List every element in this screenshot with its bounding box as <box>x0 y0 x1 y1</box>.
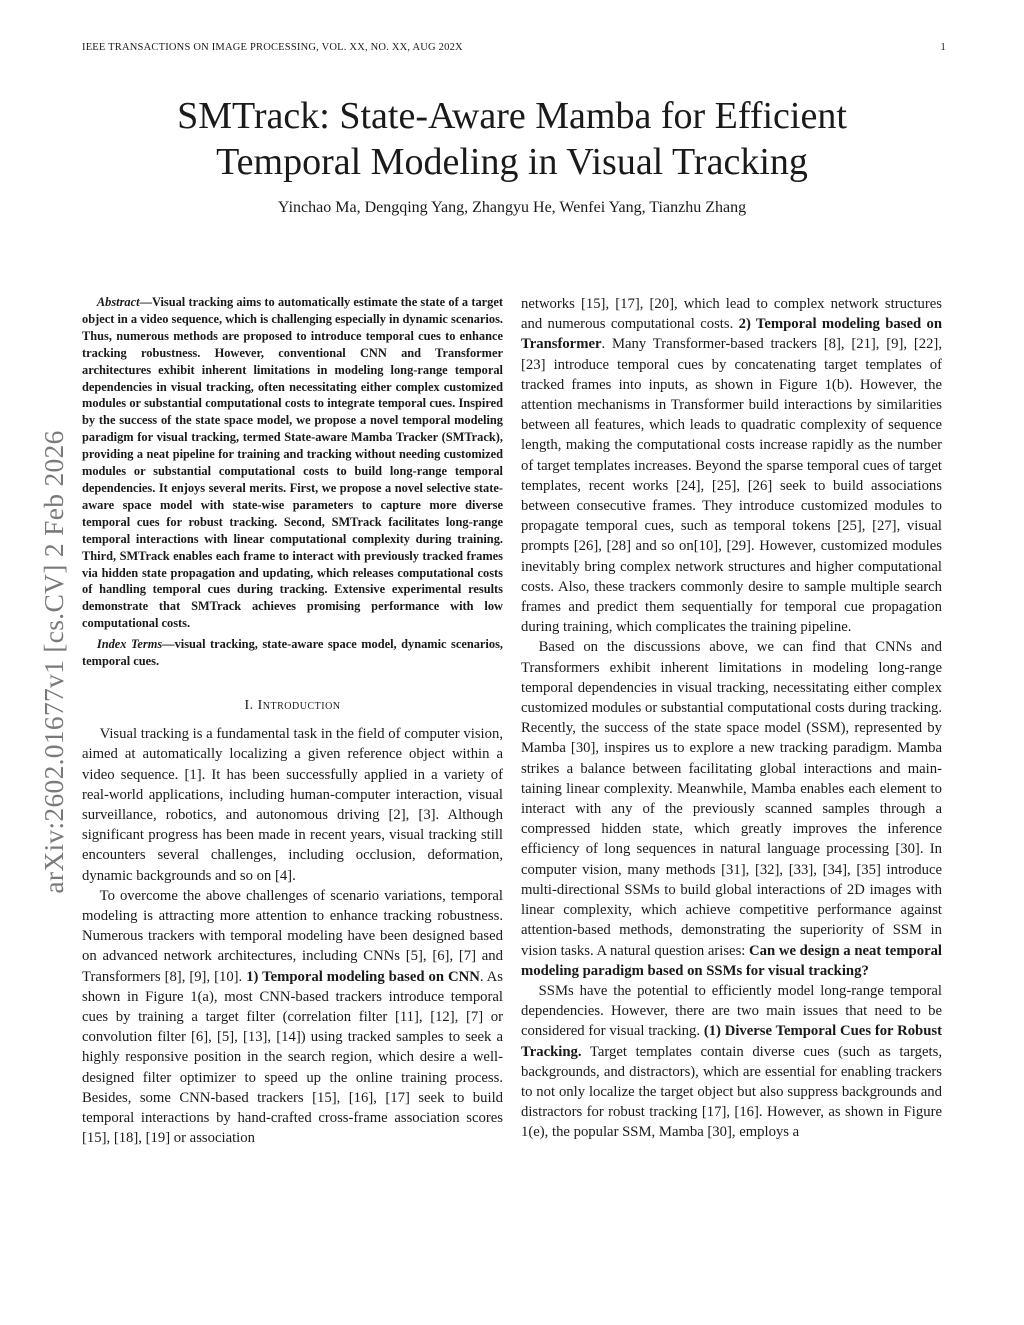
abstract-text: Visual tracking aims to automatically estimate the state of a target object in a video sequence, which is challenging especially in dynamic scenarios. Thus, numerous methods are proposed to introduce temporal cues to enhance tracking robustness. However, conventional CNN and Transformer architectures exhibit inherent limitations in modeling long-range temporal dependencies in visual tracking, often necessitating either complex customized modules or substantial computational costs to integrate temporal cues. Inspired by the success of the state space model, we propose a novel temporal modeling paradigm for visual tracking, termed State-aware Mamba Tracker (SMTrack), providing a neat pipeline for training and tracking without needing customized modules or substantial computational costs to build long-range temporal dependencies. It enjoys several merits. First, we propose a novel selective state-aware space model with state-wise parameters to capture more diverse temporal cues for robust tracking. Second, SMTrack facilitates long-range temporal interactions with linear computational complexity during training. Third, SMTrack enables each frame to interact with previously tracked frames via hidden state propagation and updating, which releases computational costs of handling temporal cues during tracking. Extensive experimental results demonstrate that SMTrack achieves promising performance with low computational costs. <box>82 295 503 631</box>
intro-paragraph-2 <box>82 886 503 1149</box>
diverse-temporal-cues-heading: (1) Diverse Temporal Cues for Robust Tracking. <box>521 1023 943 1060</box>
continued-text-rest: . Many Transformer-based trackers [8], [21], [9], [22], [23] introduce temporal cues by concatenating target templates of tracked frames into inputs, as shown in Figure 1(b). However, the attention mechanisms in Transformer build interactions by similarities between all features, which leads to quadratic complexity of sequence length, making the computational costs increase rapidly as the number of target templates increases. Beyond the sparse temporal cues of target templates, recent works [24], [25], [26] seek to build associations between consecutive frames. They introduce customized modules to propagate temporal cues, such as temporal tokens [25], [27], visual prompts [26], [28] and so on[10], [29]. However, customized modules inevitably bring complex network structures and higher computational costs. Also, these trackers commonly desire to sample multiple search frames and predict them sequentially for temporal cue propagation during training, which complicates the training pipeline. <box>521 336 942 636</box>
research-question: Can we design a neat temporal modeling paradigm based on SSMs for visual tracking? <box>521 942 943 979</box>
transformer-temporal-heading: 2) Temporal modeling based on Transformer <box>521 316 943 353</box>
page-number: 1 <box>940 42 946 53</box>
index-terms-text: visual tracking, state-aware space model, dynamic scenarios, temporal cues. <box>82 637 503 669</box>
intro-paragraph-3 <box>521 637 942 980</box>
abstract-dash: — <box>139 295 152 309</box>
continued-text-start: networks [15], [17], [20], which lead to complex network structures and numerous computational costs. <box>521 296 942 333</box>
left-column <box>82 294 503 1148</box>
index-terms <box>82 636 503 670</box>
intro-paragraph-2-rest: . As shown in Figure 1(a), most CNN-based trackers introduce temporal cues by training a target filter (correlation filter [11], [12], [7] or convolution filter [6], [5], [13], [14]) using tracked samples to seek a highly responsive position in the search region, which desire a well-designed filter optimizer to speed up the online training process. Besides, some CNN-based trackers [15], [16], [17] seek to build temporal interactions by hand-crafted cross-frame association scores [15], [18], [19] or association <box>82 968 503 1147</box>
index-terms-label: Index Terms <box>96 637 163 652</box>
section-name: Introduction <box>257 697 341 713</box>
section-heading-introduction <box>82 696 503 716</box>
arxiv-stamp: arXiv:2602.01677v1 [cs.CV] 2 Feb 2026 <box>38 430 69 894</box>
intro-paragraph-2-start: To overcome the above challenges of scenario variations, temporal modeling is attracting more attention to enhance tracking robustness. Numerous trackers with temporal modeling have been designed based on advanced network architectures, including CNNs [5], [6], [7] and Transformers [8], [9], [10]. <box>82 887 503 985</box>
right-column <box>521 294 942 1143</box>
index-terms-dash: — <box>162 637 175 652</box>
intro-paragraph-3-text: Based on the discussions above, we can find that CNNs and Transformers exhibit inherent limitations in modeling long-range temporal dependencies in visual tracking, necessitating either complex customized modules or substantial computational costs during tracking. Recently, the success of the state space model (SSM), represented by Mamba [30], inspires us to explore a new tracking paradigm. Mamba strikes a balance between facilitating global interactions and maintaining linear complexity. Meanwhile, Mamba enables each element to interact with any of the previously scanned samples through a compressed hidden state, which greatly improves the inference efficiency of long sequences in natural language processing [30]. In computer vision, many methods [31], [32], [33], [34], [35] introduce multi-directional SSMs to build global interactions of 2D images with linear complexity, which achieve competitive performance against attention-based methods, demonstrating the superiority of SSM in vision tasks. A natural question arises: <box>521 639 942 959</box>
abstract-label: Abstract <box>96 295 140 309</box>
paper-title <box>0 93 1024 185</box>
intro-paragraph-4-rest: Target templates contain diverse cues (such as targets, backgrounds, and distractors), which are essential for enabling trackers to not only localize the target object but also suppress backgrounds and distractors for robust tracking [17], [16]. However, as shown in Figure 1(e), the popular SSM, Mamba [30], employs a <box>521 1043 942 1141</box>
cnn-temporal-heading: 1) Temporal modeling based on CNN <box>246 968 480 985</box>
section-numeral: I. <box>244 697 258 713</box>
intro-paragraph-2-continued <box>521 294 942 637</box>
intro-paragraph-4 <box>521 981 942 1143</box>
journal-header: IEEE TRANSACTIONS ON IMAGE PROCESSING, VOL. XX, NO. XX, AUG 202X <box>82 42 463 53</box>
paper-title-line-2: Temporal Modeling in Visual Tracking <box>216 141 808 183</box>
abstract <box>82 294 503 632</box>
author-list: Yinchao Ma, Dengqing Yang, Zhangyu He, Wenfei Yang, Tianzhu Zhang <box>277 199 747 216</box>
intro-paragraph-1: Visual tracking is a fundamental task in the field of computer vision, aimed at automatically localizing a given reference object within a video sequence. [1]. It has been successfully applied in a variety of real-world applications, including human-computer interaction, visual surveillance, robotics, and autonomous driving [2], [3]. Although significant progress has been made in recent years, visual tracking still encounters several challenges, including occlusion, deformation, dynamic backgrounds and so on [4]. <box>82 726 503 884</box>
intro-paragraph-4-start: SSMs have the potential to efficiently model long-range temporal dependencies. However, there are two main issues that need to be considered for visual tracking. <box>521 982 942 1040</box>
paper-title-line-1: SMTrack: State-Aware Mamba for Efficient <box>177 95 847 137</box>
